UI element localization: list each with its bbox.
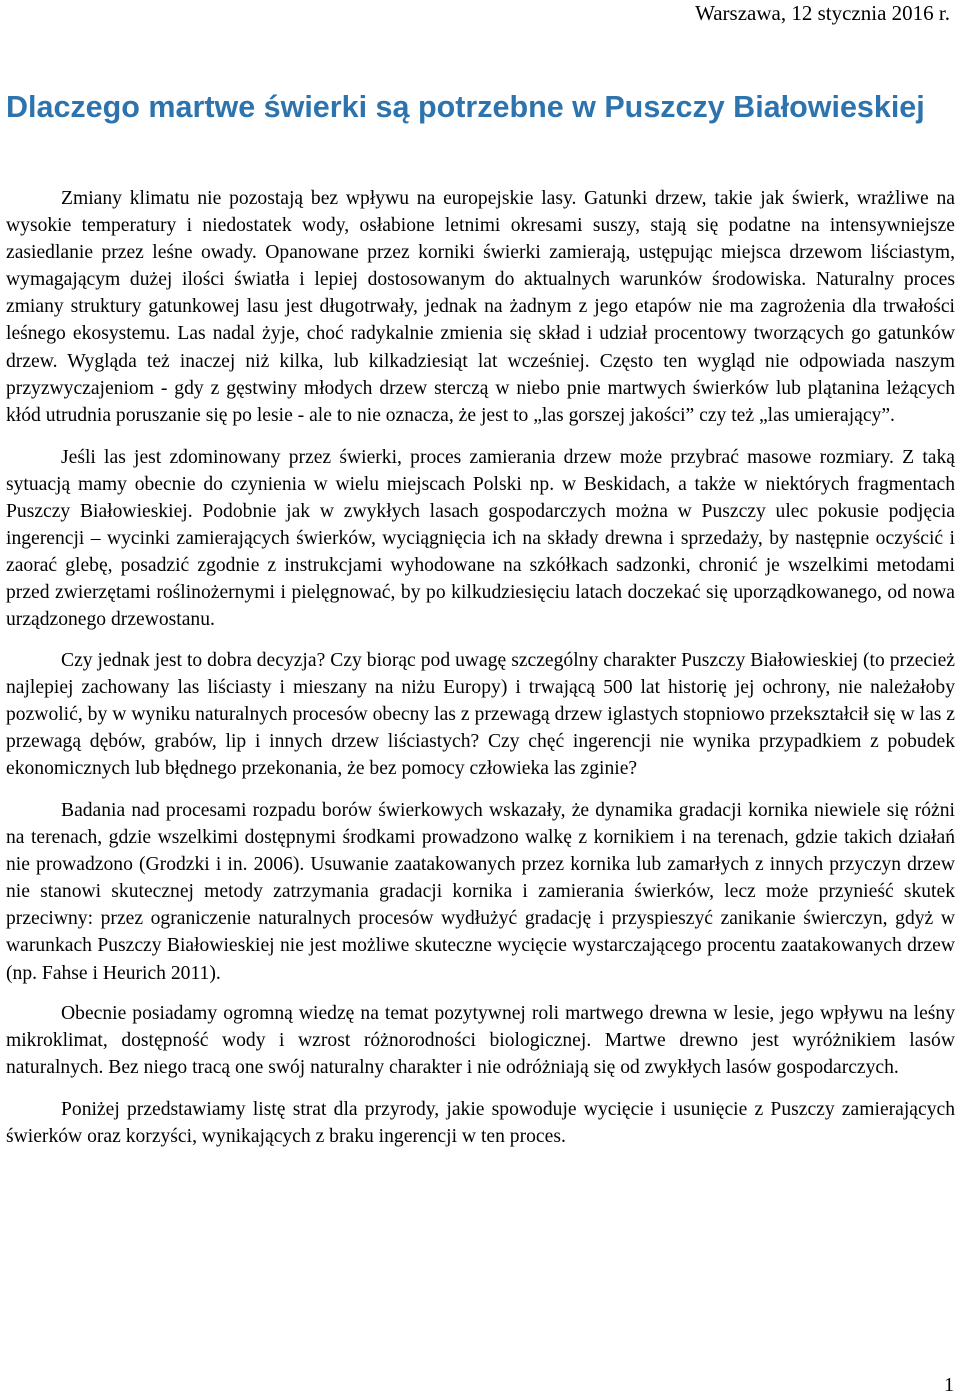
article-title: Dlaczego martwe świerki są potrzebne w Puszczy Białowieskiej bbox=[6, 90, 925, 124]
paragraph-bark-beetle-research: Badania nad procesami rozpadu borów świerkowych wskazały, że dynamika gradacji kornika niewiele się różni na terenach, gdzie wszelkimi dostępnymi środkami prowadzono walkę z kornikiem i na terenach, gdzie takich działań nie prowadzono (Grodzki i in. 2006). Usuwanie zaatakowanych przez kornika lub zamarłych z innych przyczyn drzew nie stanowi skutecznej metody zatrzymania gradacji kornika i zamierania świerków, lecz może przynieść skutek przeciwny: przez ograniczenie naturalnych procesów wydłużyć gradację i przyspieszyć zanikanie świerczyn, gdyż w warunkach Puszczy Białowieskiej nie jest możliwe skuteczne wycięcie wystarczającego procentu zaatakowanych drzew (np. Fahse i Heurich 2011). bbox=[6, 799, 955, 984]
document-date: Warszawa, 12 stycznia 2016 r. bbox=[695, 1, 950, 25]
article-body bbox=[6, 185, 955, 1165]
paragraph-good-decision: Czy jednak jest to dobra decyzja? Czy biorąc pod uwagę szczególny charakter Puszczy Białowieskiej (to przecież najlepiej zachowany las liściasty i mieszany na niżu Europy) i trwającą 500 lat historię jej ochrony, nie należałoby pozwolić, by w wyniku naturalnych procesów obecny las z przewagą drzew iglastych stopniowo przekształcił się w las z przewagą dębów, grabów, lip i innych drzew liściastych? Czy chęć ingerencji nie wynika przypadkiem z pobudek ekonomicznych lub błędnego przekonania, że bez pomocy człowieka las zginie? bbox=[6, 649, 955, 779]
paragraph-spruce-dieback: Jeśli las jest zdominowany przez świerki, proces zamierania drzew może przybrać masowe rozmiary. Z taką sytuacją mamy obecnie do czynienia w wielu miejscach Polski np. w Beskidach, a także w niektórych fragmentach Puszczy Białowieskiej. Podobnie jak w zwykłych lasach gospodarczych można w Puszczy ulec pokusie podjęcia ingerencji – wycinki zamierających świerków, wyciągnięcia ich na składy drewna i sprzedaży, by następnie oczyścić i zaorać glebę, posadzić zgodnie z instrukcjami wyhodowane na szkółkach sadzonki, chronić je wszelkimi metodami przed zwierzętami roślinożernymi i pielęgnować, by po kilkudziesięciu latach doczekać się uporządkowanego, od nowa urządzonego drzewostanu. bbox=[6, 446, 955, 631]
paragraph-losses-list-intro: Poniżej przedstawiamy listę strat dla przyrody, jakie spowoduje wycięcie i usunięcie z Puszczy zamierających świerków oraz korzyści, wynikających z braku ingerencji w ten proces. bbox=[6, 1098, 955, 1147]
page-number: 1 bbox=[944, 1374, 954, 1396]
paragraph-dead-wood-role: Obecnie posiadamy ogromną wiedzę na temat pozytywnej roli martwego drewna w lesie, jego wpływu na leśny mikroklimat, dostępność wody i wzrost różnorodności biologicznej. Martwe drewno jest wyróżnikiem lasów naturalnych. Bez niego tracą one swój naturalny charakter i nie odróżniają się od zwykłych lasów gospodarczych. bbox=[6, 1002, 955, 1078]
paragraph-climate-change: Zmiany klimatu nie pozostają bez wpływu na europejskie lasy. Gatunki drzew, takie jak świerk, wrażliwe na wysokie temperatury i niedostatek wody, osłabione letnimi okresami suszy, stają się podatne na intensywniejsze zasiedlanie przez leśne owady. Opanowane przez korniki świerki zamierają, ustępując miejsca drzewom liściastym, wymagającym dużej ilości światła i lepiej dostosowanym do aktualnych warunków środowiska. Naturalny proces zmiany struktury gatunkowej lasu jest długotrwały, jednak na żadnym z jego etapów nie ma zagrożenia dla trwałości leśnego ekosystemu. Las nadal żyje, choć radykalnie zmienia się skład i udział procentowy tworzących go gatunków drzew. Wygląda też inaczej niż kilka, lub kilkadziesiąt lat wcześniej. Często ten wygląd nie odpowiada naszym przyzwyczajeniom - gdy z gęstwiny młodych drzew sterczą w niebo pnie martwych świerków lub plątanina leżących kłód utrudnia poruszanie się po lesie - ale to nie oznacza, że jest to „las gorszej jakości” czy też „las umierający”. bbox=[6, 188, 955, 426]
